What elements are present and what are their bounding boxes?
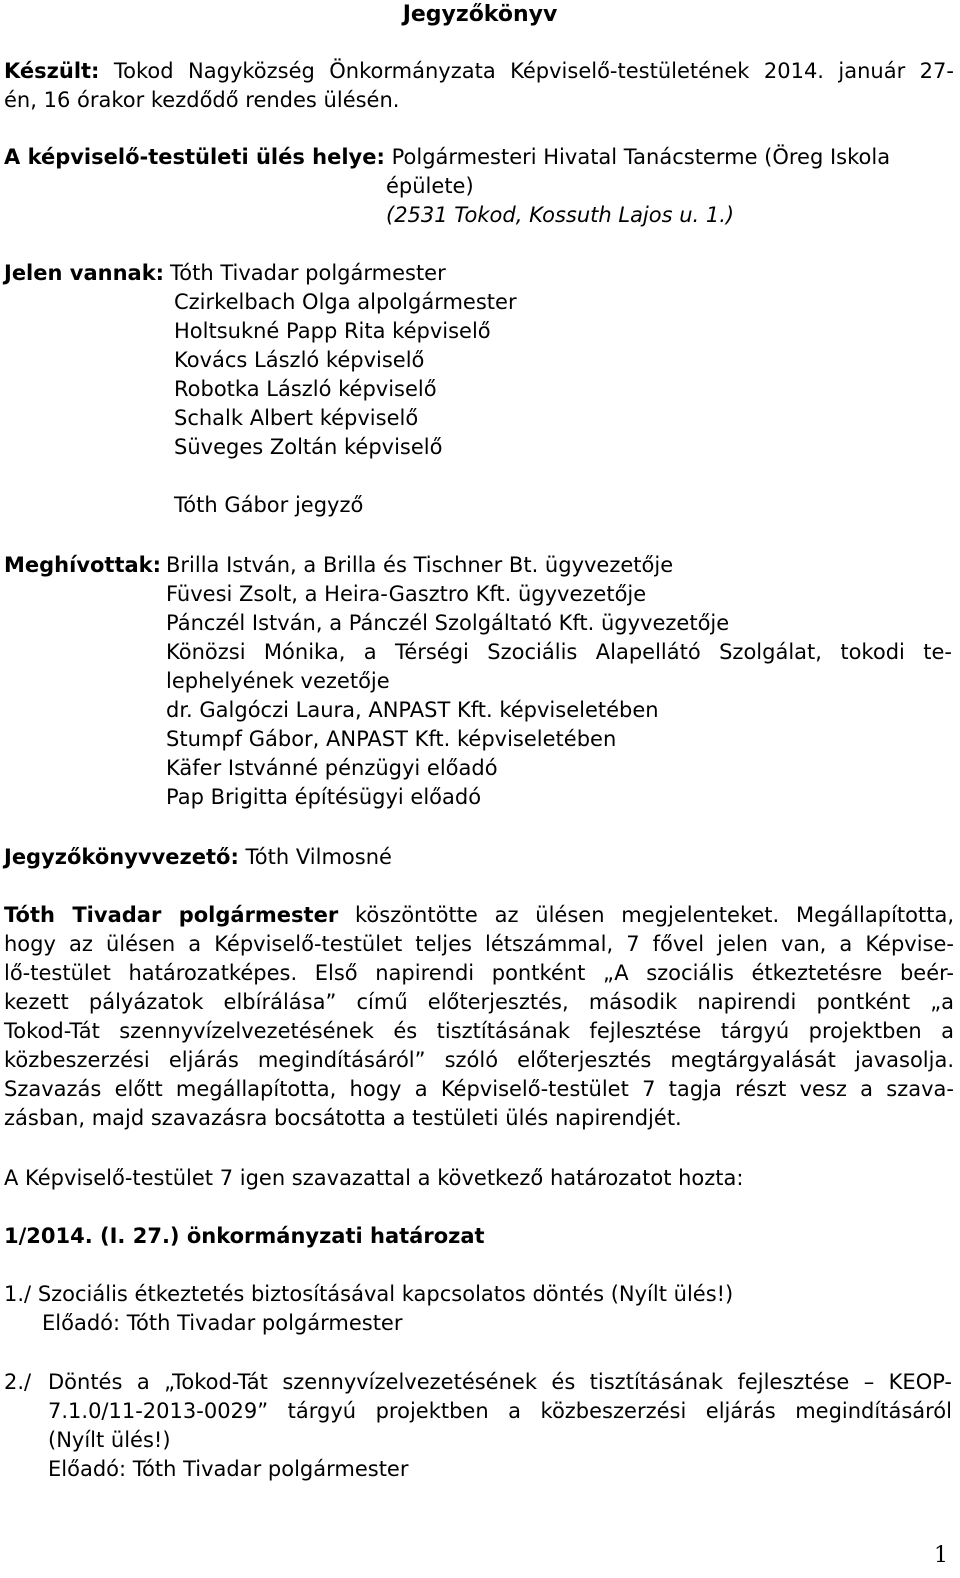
agenda-line: 7.1.0/11-2013-0029” tárgyú projektben a közbeszerzési eljárás megindításáról <box>48 1399 952 1423</box>
invitee-item: Pap Brigitta építésügyi előadó <box>166 785 482 809</box>
intro-paragraph <box>4 901 954 1133</box>
keszult-text-line2: én, 16 órakor kezdődő rendes ülésén. <box>4 88 400 112</box>
intro-line: kezett pályázatok elbírálása” című előterjesztés, második napirendi pontként „a <box>4 990 954 1014</box>
keszult-label: Készült: <box>4 59 100 83</box>
document-title: Jegyzőkönyv <box>402 2 558 27</box>
meghivottak-label: Meghívottak: <box>4 553 162 577</box>
invitee-item: Könözsi Mónika, a Térségi Szociális Alapellátó Szolgálat, tokodi te- <box>166 640 952 664</box>
intro-bold-start: Tóth Tivadar polgármester <box>4 903 339 927</box>
helye-line3: (2531 Tokod, Kossuth Lajos u. 1.) <box>386 203 735 227</box>
helye-line1: Polgármesteri Hivatal Tanácsterme (Öreg Iskola <box>391 145 891 169</box>
keszult-section <box>4 57 954 115</box>
resolution-title: 1/2014. (I. 27.) önkormányzati határozat <box>4 1224 485 1248</box>
jegyzokonyvvezeto-section <box>4 843 954 872</box>
helye-section <box>4 143 954 172</box>
member-item: Czirkelbach Olga alpolgármester <box>174 290 517 314</box>
helye-line2: épülete) <box>386 174 474 198</box>
vote-sentence: A Képviselő-testület 7 igen szavazattal a következő határozatot hozta: <box>4 1166 744 1190</box>
jelen-label: Jelen vannak: <box>4 261 165 285</box>
invitee-item: lephelyének vezetője <box>166 669 390 693</box>
member-item: Tóth Tivadar polgármester <box>170 261 446 285</box>
invitee-item: Pánczél István, a Pánczél Szolgáltató Kft. ügyvezetője <box>166 611 730 635</box>
intro-line: zásban, majd szavazásra bocsátotta a testületi ülés napirendjét. <box>4 1106 682 1130</box>
member-item: Schalk Albert képviselő <box>174 406 419 430</box>
jegyzokonyvvezeto-name: Tóth Vilmosné <box>245 845 392 869</box>
agenda-presenter: Előadó: Tóth Tivadar polgármester <box>42 1311 403 1335</box>
invitee-item: Käfer Istvánné pénzügyi előadó <box>166 756 498 780</box>
agenda-presenter: Előadó: Tóth Tivadar polgármester <box>48 1457 409 1481</box>
agenda-line: (Nyílt ülés!) <box>48 1428 171 1452</box>
agenda-number: 2./ <box>4 1370 32 1394</box>
invitee-item: Brilla István, a Brilla és Tischner Bt. ügyvezetője <box>166 553 674 577</box>
invitee-item: Füvesi Zsolt, a Heira-Gasztro Kft. ügyvezetője <box>166 582 647 606</box>
jegyzo-item: Tóth Gábor jegyző <box>174 493 364 517</box>
page-number: 1 <box>934 1543 948 1568</box>
invitee-item: dr. Galgóczi Laura, ANPAST Kft. képviseletében <box>166 698 659 722</box>
helye-continuation <box>386 172 946 230</box>
jelen-member-list <box>170 259 960 520</box>
meghivottak-list <box>166 551 952 812</box>
jegyzokonyvvezeto-label: Jegyzőkönyvvezető: <box>4 845 239 869</box>
agenda-item-2 <box>48 1368 952 1484</box>
intro-line: Szavazás előtt megállapította, hogy a Képviselő-testület 7 tagja részt vesz a szava- <box>4 1077 954 1101</box>
intro-line: köszöntötte az ülésen megjelenteket. Megállapította, <box>338 903 955 927</box>
intro-line: közbeszerzési eljárás megindításáról” szóló előterjesztés megtárgyalását javasolja. <box>4 1048 954 1072</box>
agenda-item-1 <box>4 1280 954 1338</box>
intro-line: hogy az ülésen a Képviselő-testület teljes létszámmal, 7 fővel jelen van, a Képvise- <box>4 932 954 956</box>
agenda-line: Szociális étkeztetés biztosításával kapcsolatos döntés (Nyílt ülés!) <box>37 1282 734 1306</box>
member-item: Holtsukné Papp Rita képviselő <box>174 319 491 343</box>
agenda-number: 1./ <box>4 1282 32 1306</box>
member-item: Robotka László képviselő <box>174 377 437 401</box>
agenda-line: Döntés a „Tokod-Tát szennyvízelvezetésének és tisztításának fejlesztése – KEOP- <box>48 1370 952 1394</box>
member-item: Süveges Zoltán képviselő <box>174 435 443 459</box>
helye-label: A képviselő-testületi ülés helye: <box>4 145 385 169</box>
member-item: Kovács László képviselő <box>174 348 425 372</box>
intro-line: lő-testület határozatképes. Első napirendi pontként „A szociális étkeztetésre beér- <box>4 961 954 985</box>
intro-line: Tokod-Tát szennyvízelvezetésének és tisztításának fejlesztése tárgyú projektben a <box>4 1019 954 1043</box>
invitee-item: Stumpf Gábor, ANPAST Kft. képviseletében <box>166 727 617 751</box>
keszult-text-line1: Tokod Nagyközség Önkormányzata Képviselő-testületének 2014. január 27- <box>113 59 954 83</box>
